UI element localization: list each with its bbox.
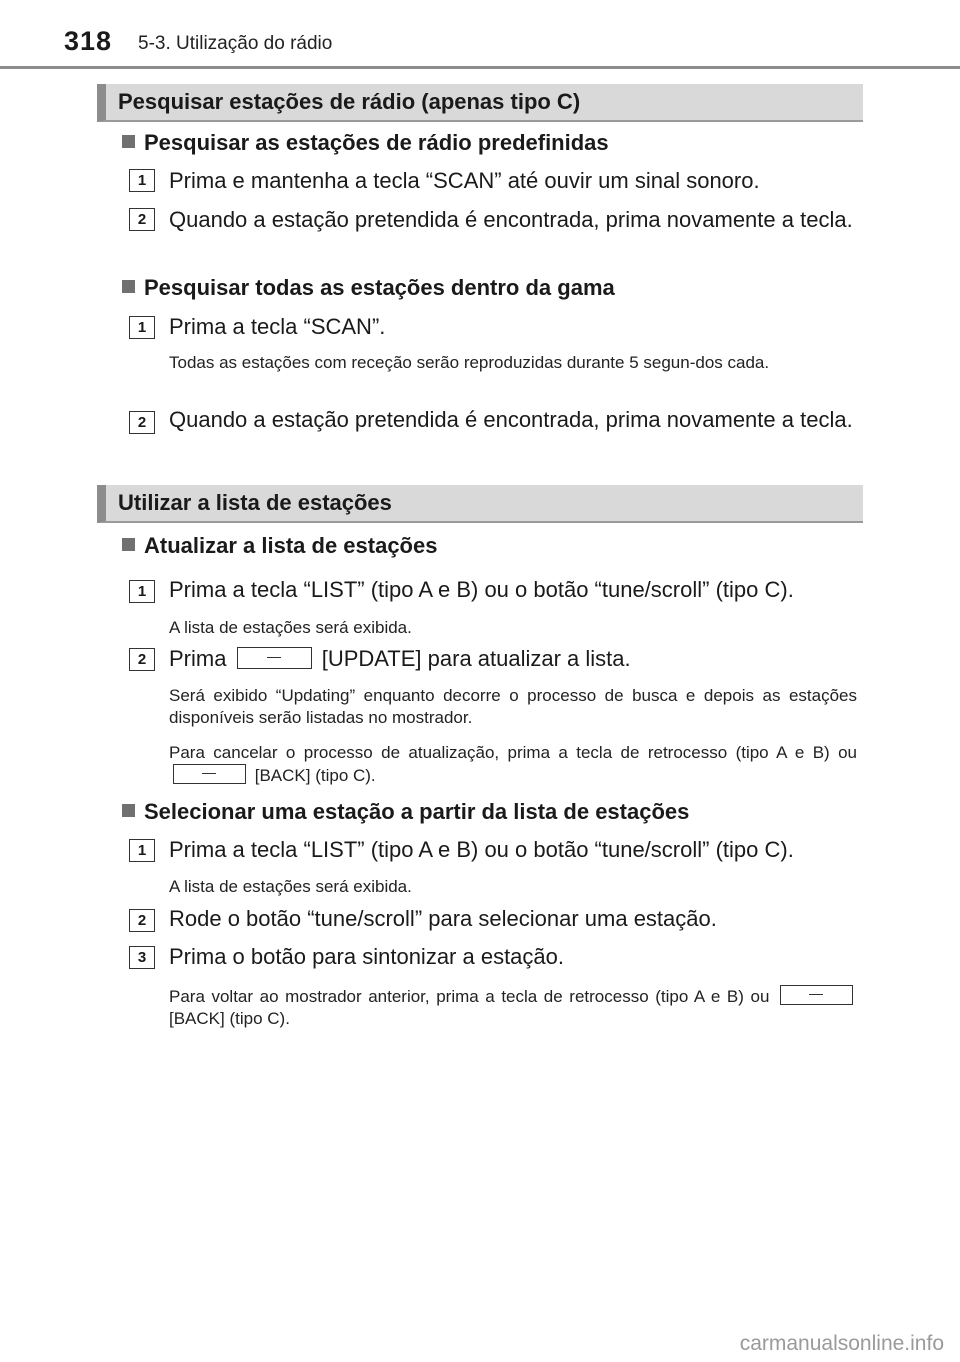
bullet-square-icon [122, 280, 135, 293]
subsection-preset-scan [122, 130, 609, 156]
page-number: 318 [64, 26, 113, 56]
subsection-update-list [122, 533, 437, 559]
header-divider [0, 66, 960, 69]
section-title: Utilizar a lista de estações [118, 490, 392, 515]
step-text [169, 642, 859, 676]
note-text-part: Para cancelar o processo de atualização, prima a tecla de retrocesso (tipo A e B) ou [169, 743, 857, 762]
screen-button-icon [173, 764, 246, 784]
step-number: 1 [129, 580, 155, 603]
note-text-part: [BACK] (tipo C). [254, 766, 376, 785]
step-number: 2 [129, 648, 155, 671]
step-number: 1 [129, 316, 155, 339]
step-number: 2 [129, 411, 155, 434]
section-header-station-list [97, 485, 863, 523]
step-text: Prima a tecla “LIST” (tipo A e B) ou o botão “tune/scroll” (tipo C). [169, 837, 794, 862]
step-text: Rode o botão “tune/scroll” para selecionar uma estação. [169, 906, 717, 931]
subsection-select-station [122, 799, 689, 825]
subsection-title: Pesquisar todas as estações dentro da gama [144, 275, 615, 300]
screen-button-icon [780, 985, 853, 1005]
step-text: Quando a estação pretendida é encontrada, prima novamente a tecla. [169, 207, 853, 232]
subsection-title: Atualizar a lista de estações [144, 533, 438, 558]
step-text: Prima e mantenha a tecla “SCAN” até ouvir um sinal sonoro. [169, 168, 760, 193]
step-text-part: Prima [169, 646, 227, 671]
step-number: 1 [129, 839, 155, 862]
note-text-part: [BACK] (tipo C). [169, 1009, 290, 1028]
subsection-title: Selecionar uma estação a partir da lista de estações [144, 799, 690, 824]
step-text: Prima a tecla “SCAN”. [169, 314, 386, 339]
note-text [169, 985, 857, 1030]
step-text: Prima o botão para sintonizar a estação. [169, 944, 565, 969]
bullet-square-icon [122, 135, 135, 148]
note-text: Todas as estações com receção serão reproduzidas durante 5 segun-dos cada. [169, 353, 770, 372]
step-number: 2 [129, 208, 155, 231]
subsection-range-scan [122, 275, 615, 301]
bullet-square-icon [122, 538, 135, 551]
section-header-scan [97, 84, 863, 122]
step-text: Prima a tecla “LIST” (tipo A e B) ou o botão “tune/scroll” (tipo C). [169, 577, 794, 602]
subsection-title: Pesquisar as estações de rádio predefinidas [144, 130, 609, 155]
step-text: Quando a estação pretendida é encontrada, prima novamente a tecla. [169, 407, 853, 432]
note-text [169, 742, 857, 787]
watermark: carmanualsonline.info [739, 1332, 944, 1355]
screen-button-icon [237, 647, 312, 669]
note-text: A lista de estações será exibida. [169, 618, 412, 637]
step-text-part: [UPDATE] para atualizar a lista. [321, 646, 631, 671]
note-text: Será exibido “Updating” enquanto decorre o processo de busca e depois as estações disponíveis serão listadas no mostrador. [169, 686, 857, 727]
step-number: 2 [129, 909, 155, 932]
note-text: A lista de estações será exibida. [169, 877, 412, 896]
step-number: 1 [129, 169, 155, 192]
step-number: 3 [129, 946, 155, 969]
chapter-title: 5-3. Utilização do rádio [138, 33, 333, 54]
section-title: Pesquisar estações de rádio (apenas tipo C) [118, 89, 581, 114]
note-text-part: Para voltar ao mostrador anterior, prima a tecla de retrocesso (tipo A e B) ou [169, 987, 770, 1006]
bullet-square-icon [122, 804, 135, 817]
